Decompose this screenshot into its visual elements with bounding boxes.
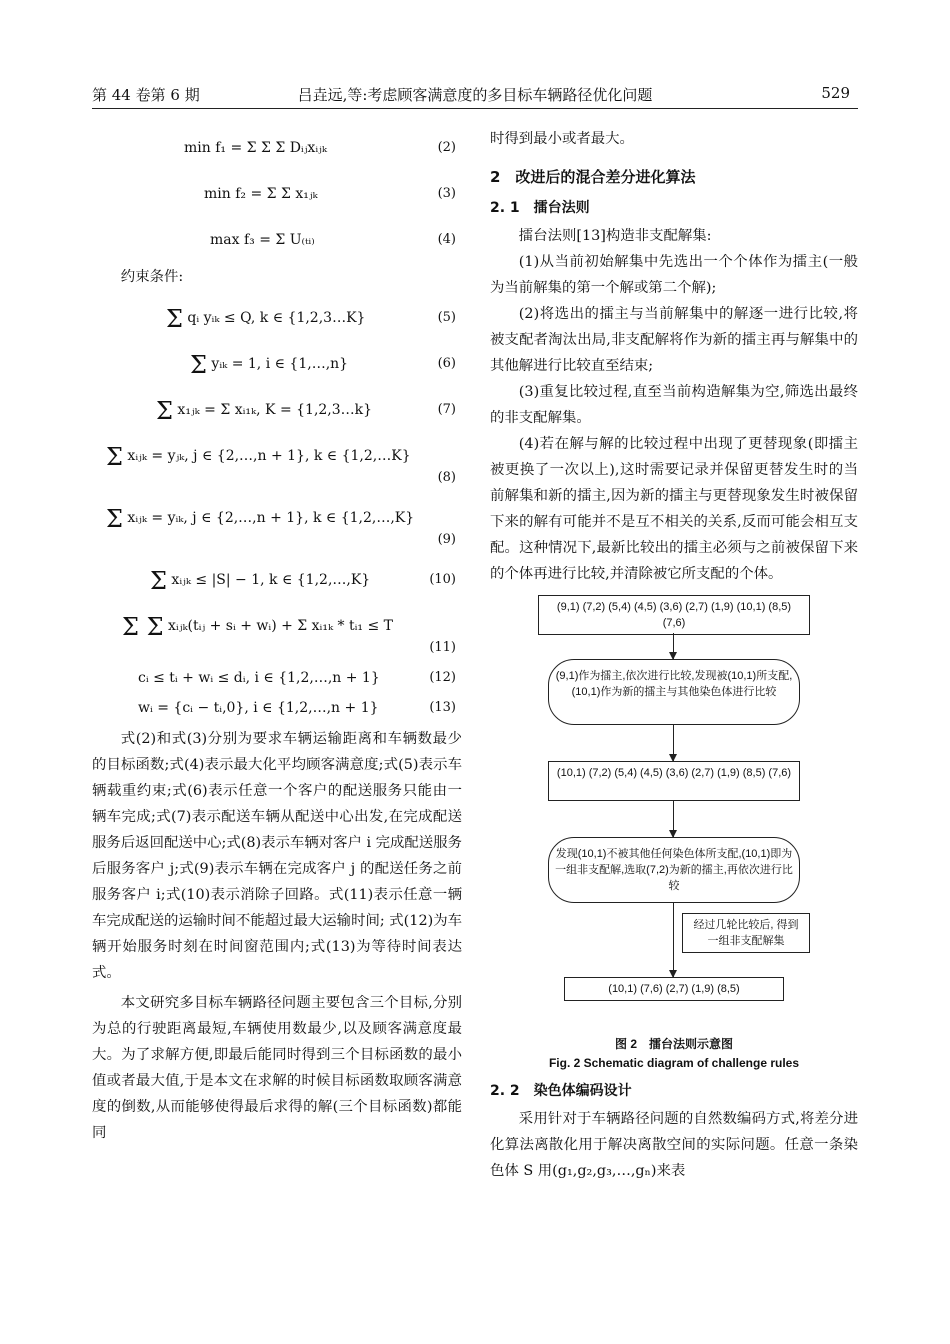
paragraph-objectives: 本文研究多目标车辆路径问题主要包含三个目标,分别为总的行驶距离最短,车辆使用数最少,以及顾客满意度最大。为了求解方便,即最后能同时得到三个目标函数的最小值或者最大值,于是本文在求解的时候目标函数取顾客满意度的倒数,从而能够使得最后求得的解(三个目标函数)都能同 [92, 995, 462, 1141]
figure-caption-en: Fig. 2 Schematic diagram of challenge rules [548, 1056, 800, 1070]
equation-7: Σ x₁ⱼₖ = Σ xᵢ₁ₖ, K = {1,2,3…k} (7) [156, 397, 456, 425]
flow-arrow [673, 801, 674, 837]
left-column [92, 126, 462, 1146]
step-2: (2)将选出的擂主与当前解集中的解逐一进行比较,将被支配者淘汰出局,非支配解将作为新的擂主再与解集中的其他解进行比较直至结束; [490, 306, 858, 374]
flow-box-initial-set: (9,1) (7,2) (5,4) (4,5) (3,6) (2,7) (1,9) (10,1) (8,5) (7,6) [538, 595, 810, 635]
equation-10: Σ xᵢⱼₖ ≤ |S| − 1, k ∈ {1,2,…,K} (10) [150, 567, 456, 595]
step-4: (4)若在解与解的比较过程中出现了更替现象(即擂主被更换了一次以上),这时需要记录并保留更替发生时的当前解集和新的擂主,因为新的擂主与更替现象发生时被保留下来的解有可能并不是互不相关的关系,反而可能会相互支配。这种情况下,最新比较出的擂主必须与之前被保留下来的个体再进行比较,并清除被它所支配的个体。 [490, 436, 858, 582]
flow-arrow [673, 903, 674, 977]
equation-12: cᵢ ≤ tᵢ + wᵢ ≤ dᵢ, i ∈ {1,2,…,n + 1} (12) [138, 670, 456, 686]
figure-caption-cn: 图 2 擂台法则示意图 [614, 1037, 733, 1051]
paragraph-continued: 时得到最小或者最大。 [490, 131, 634, 147]
step-3: (3)重复比较过程,直至当前构造解集为空,筛选出最终的非支配解集。 [490, 384, 858, 426]
paragraph-challenge-intro: 擂台法则[13]构造非支配解集: [518, 228, 712, 244]
section-2-heading: 2 改进后的混合差分进化算法 [490, 168, 696, 186]
flowchart-challenge-rules [490, 595, 858, 1031]
header-title: 吕垚远,等:考虑顾客满意度的多目标车辆路径优化问题 [297, 86, 653, 104]
paragraph-constraints-explained: 式(2)和式(3)分别为要求车辆运输距离和车辆数最少的目标函数;式(4)表示最大化平均顾客满意度;式(5)表示车辆载重约束;式(6)表示任意一个客户的配送服务只能由一辆车完成;式(7)表示配送车辆从配送中心出发,在完成配送服务后返回配送中心;式(8)表示车辆对客户 i 完成配送服务后服务客户 j;式(9)表示车辆在完成客户 j 的配送任务之前服务客户 i;式(10)表示消除子回路。式(11)表示任意一辆车完成配送的运输时间不能超过最大运输时间; 式(12)为车辆开始服务时刻在时间窗范围内;式(13)为等待时间表达式。 [92, 731, 462, 981]
flow-box-second-compare: 发现(10,1)不被其他任何染色体所支配,(10,1)即为一组非支配解,选取(7,2)为新的擂主,再依次进行比较 [548, 837, 800, 903]
equation-13: wᵢ = {cᵢ − tᵢ,0}, i ∈ {1,2,…,n + 1} (13) [138, 700, 456, 716]
section-2-2-heading: 2. 2 染色体编码设计 [490, 1083, 632, 1099]
equation-4: max f₃ = Σ U₍ₜᵢ₎ (4) [210, 232, 456, 248]
equation-3: min f₂ = Σ Σ x₁ⱼₖ (3) [204, 186, 456, 202]
constraints-label: 约束条件: [120, 269, 184, 285]
equation-5: Σ qᵢ yᵢₖ ≤ Q, k ∈ {1,2,3…K} (5) [166, 305, 456, 333]
equation-2: min f₁ = Σ Σ Σ Dᵢⱼxᵢⱼₖ (2) [184, 140, 456, 156]
flow-box-first-compare: (9,1)作为擂主,依次进行比较,发现被(10,1)所支配,(10,1)作为新的擂主与其他染色体进行比较 [548, 659, 800, 725]
step-1: (1)从当前初始解集中先选出一个个体作为擂主(一般为当前解集的第一个解或第二个解); [490, 254, 858, 296]
equation-8: Σ xᵢⱼₖ = yⱼₖ, j ∈ {2,…,n + 1}, k ∈ {1,2,…K} (8) [106, 443, 456, 485]
header-page-number: 529 [821, 84, 850, 102]
equation-9: Σ xᵢⱼₖ = yᵢₖ, j ∈ {2,…,n + 1}, k ∈ {1,2,…,K} (9) [106, 505, 456, 547]
header-rule [92, 108, 858, 109]
equation-6: Σ yᵢₖ = 1, i ∈ {1,…,n} (6) [190, 351, 456, 379]
right-column [490, 126, 858, 1184]
flow-box-new-set: (10,1) (7,2) (5,4) (4,5) (3,6) (2,7) (1,9) (8,5) (7,6) [548, 761, 800, 801]
flow-box-side-note: 经过几轮比较后, 得到一组非支配解集 [682, 913, 810, 953]
flow-arrow [673, 725, 674, 761]
equation-11: Σ Σ xᵢⱼₖ(tᵢⱼ + sᵢ + wᵢ) + Σ xᵢ₁ₖ * tᵢ₁ ≤ T (11) [122, 613, 456, 655]
section-2-1-heading: 2. 1 擂台法则 [490, 200, 590, 216]
header-volume: 第 44 卷第 6 期 [92, 86, 200, 104]
flow-arrow [673, 633, 674, 659]
flow-box-final-set: (10,1) (7,6) (2,7) (1,9) (8,5) [564, 977, 784, 1001]
paragraph-encoding: 采用针对于车辆路径问题的自然数编码方式,将差分进化算法离散化用于解决离散空间的实际问题。任意一条染色体 S 用(g₁,g₂,g₃,…,gₙ)来表 [490, 1111, 858, 1179]
